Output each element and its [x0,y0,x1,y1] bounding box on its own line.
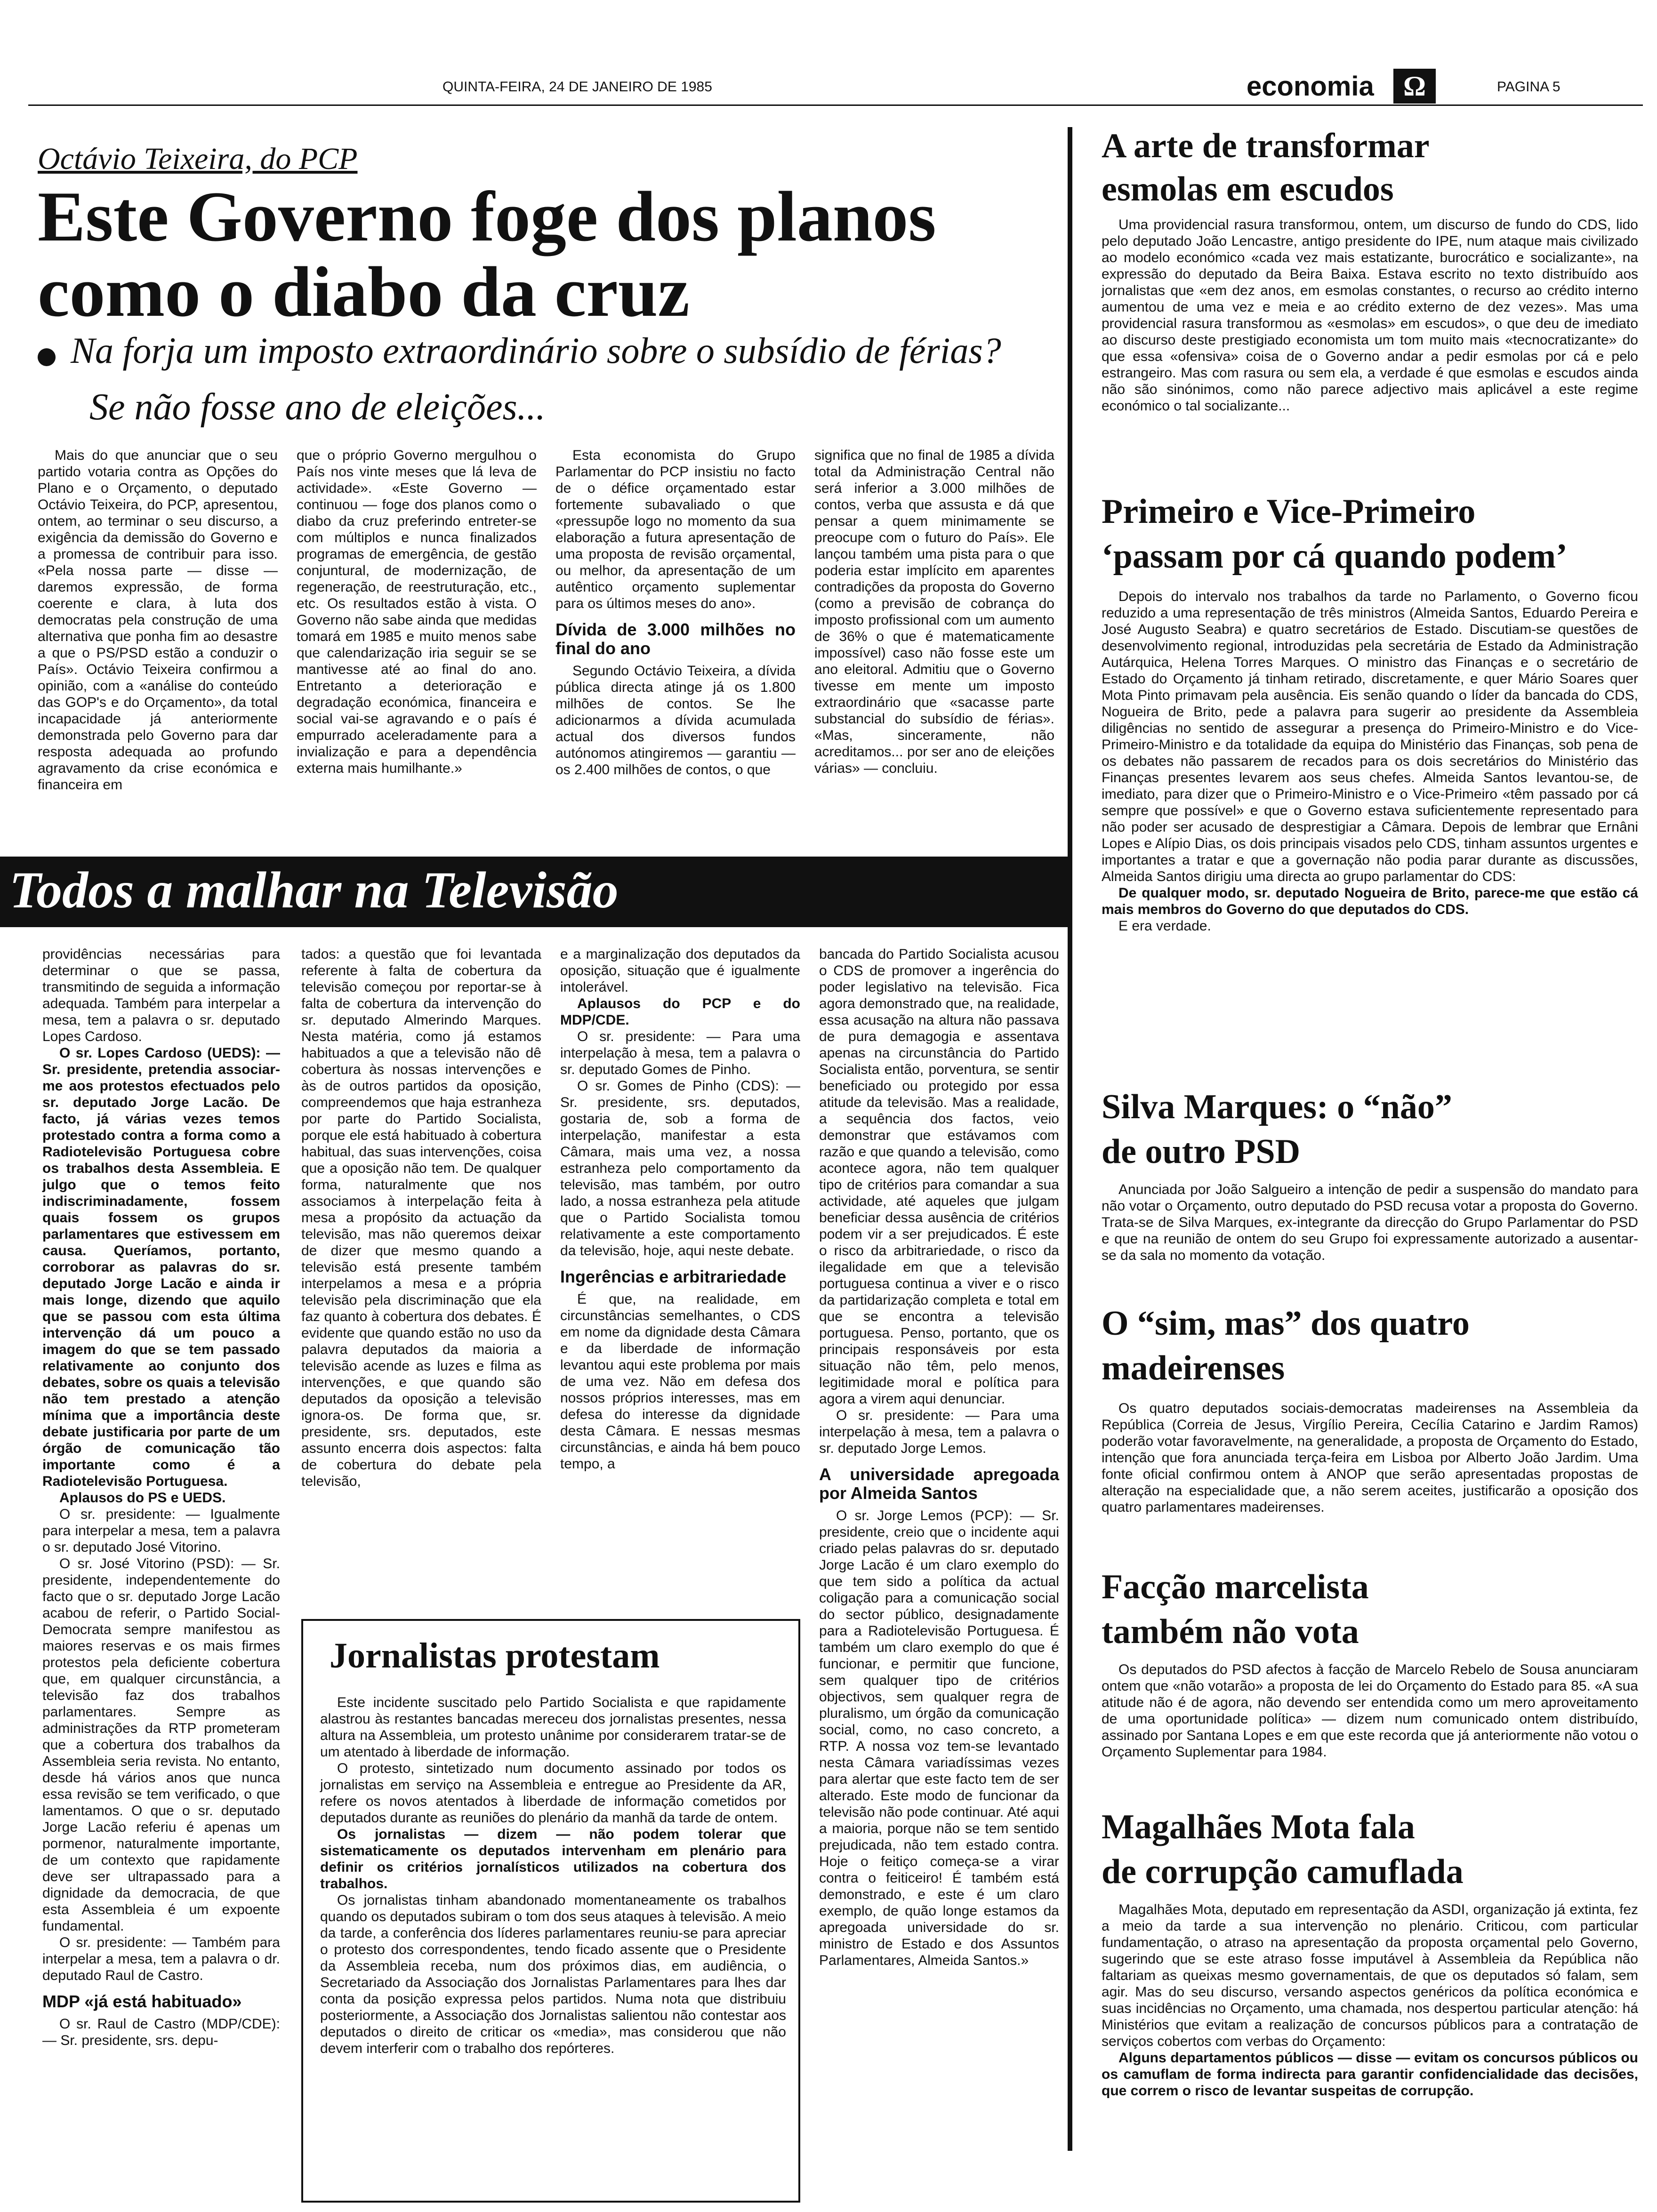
right-head-5a: Facção marcelista [1102,1568,1369,1606]
tv-subhead-universidade: A universidade apregoada por Almeida Santos [819,1465,1059,1503]
box-body: Este incidente suscitado pelo Partido Socialista e que rapidamente alastrou às restantes bancadas mereceu dos jornalistas presentes, nessa altura na Assembleia, um protesto unânime por considerarem tratar-se de um atentado à liberdade de informação. O protesto, sintetizado num documento assinado por todos os jornalistas em serviço na Assembleia e entregue ao Presidente da AR, refere os novos atentados à liberdade de informação cometidos por deputados durante as reuniões do plenário da manhã da tarde de ontem. Os jornalistas — dizem — não podem tolerar que sistematicamente os deputados intervenham em plenário para definir os critérios jornalísticos utilizados na cobertura dos trabalhos. Os jornalistas tinham abandonado momentaneamente os trabalhos quando os deputados subiram o tom dos seus ataques à televisão. A meio da tarde, a conferência dos líderes parlamentares reuniu-se para apreciar o protesto dos correspondentes, tendo ficado assente que o Presidente da Assembleia receba, num dos próximos dias, em audiência, o Secretariado da Associação dos Jornalistas Parlamentares para lhes dar conta da posição expressa pelos partidos. Numa nota que distribuiu posteriormente, a Associação dos Jornalistas salientou não contestar aos deputados o direito de criticar os «media», mas considerou que não devem interferir com o trabalho dos repórteres. [320,1695,786,2056]
right-body-6: Magalhães Mota, deputado em representação da ASDI, organização já extinta, fez a meio da tarde a sua intervenção no plenário. Criticou, com particular fundamentação, o atraso na apresentação da proposta orçamental pelo Governo, sugerindo que se este atraso fosse imputável à Assembleia da República não faltariam as queixas mesmo governamentais, de que os deputados só falam, sem agir. Mas do seu discurso, versando aspectos genéricos da política económica e suas incidências no Orçamento, uma chamada, nos despertou particular atenção: há Ministérios que evitam a realização de concursos públicos para a contratação de serviços cobertos com verbas do Orçamento: Alguns departamentos públicos — disse — evitam os concursos públicos ou os camuflam de forma indirecta para garantir confidencialidade das decisões, que correm o risco de levantar suspeitas de corrupção. [1102,1902,1638,2099]
tv-column-3: e a marginalização dos deputados da oposição, situação que é igualmente intolerável. Aplausos do PCP e do MDP/CDE. O sr. presidente: — Para uma interpelação à mesa, tem a palavra o sr. deputado Gomes de Pinho. O sr. Gomes de Pinho (CDS): — Sr. presidente, srs. deputados, gostaria de, sob a forma de interpelação, manifestar a esta Câmara, mais uma vez, a nossa estranheza pelo comportamento da televisão, mas também, por outro lado, a nossa estranheza pela atitude que o Partido Socialista tomou relativamente a este comportamento da televisão, hoje, aqui neste debate. Ingerências e arbitrariedade É que, na realidade, em circunstâncias semelhantes, o CDS em nome da dignidade desta Câmara e da liberdade de informação levantou aqui este problema por mais de uma vez. Não em defesa dos nossos próprios interesses, mas em defesa do interesse da dignidade desta Câmara. E nessas mesmas circunstâncias, e ainda há bem pouco tempo, a [560,946,800,1472]
tv-subhead-mdp: MDP «já está habituado» [42,1992,242,2011]
right-head-2a: Primeiro e Vice-Primeiro [1102,492,1476,531]
lead-column-4: significa que no final de 1985 a dívida total da Administração Central não será inferior a 3.000 milhões de contos, verba que assusta e dá que pensar a quem minimamente se preocupe com o futuro do País». Ele lançou também uma pista para o que poderia estar implícito em aparentes contradições da proposta do Governo (como a previsão de cobrança do imposto profissional com um aumento de 36% o que é matematicamente impossível) caso não fosse este um ano eleitoral. Admitiu que o Governo tivesse em mente um imposto extraordinário que «sacasse parte substancial do subsídio de férias». «Mas, sinceramente, não acreditamos... por ser ano de eleições várias» — concluiu. [814,448,1054,776]
right-body-3: Anunciada por João Salgueiro a intenção de pedir a suspensão do mandato para não votar o Orçamento, outro deputado do PSD recusa votar a proposta do Governo. Trata-se de Silva Marques, ex-integrante da direcção do Grupo Parlamentar do PSD e que na reunião de ontem do seu Grupo foi expressamente autorizado a ausentar-se da sala no momento da votação. [1102,1182,1638,1263]
lead-kicker: Octávio Teixeira, do PCP [38,142,358,176]
section-title: economia [1247,71,1374,102]
masthead-date: QUINTA-FEIRA, 24 DE JANEIRO DE 1985 [442,79,712,95]
column-divider [1068,127,1072,2151]
tv-subhead-ingerencias: Ingerências e arbitrariedade [560,1267,787,1286]
right-head-6a: Magalhães Mota fala [1102,1808,1415,1846]
lead-subhead-debt: Dívida de 3.000 milhões no final do ano [555,620,796,658]
page-number: PAGINA 5 [1497,79,1560,95]
right-head-2b: ‘passam por cá quando podem’ [1102,537,1568,576]
lead-subheadline-2: Se não fosse ano de eleições... [89,386,546,428]
lead-column-1: Mais do que anunciar que o seu partido votaria contra as Opções do Plano e o Orçamento, o deputado Octávio Teixeira, do PCP, apresentou, ontem, ao terminar o seu discurso, a exigência da demissão do Governo e a promessa de contribuir para isso. «Pela nossa parte — disse — daremos expressão, de forma coerente e clara, à luta dos democratas pela construção de uma alternativa que ponha fim ao desastre a que o PS/PSD estão a conduzir o País». Octávio Teixeira confirmou a opinião, com a «análise do conteúdo das GOP's e do Orçamento», da total incapacidade já anteriormente demonstrada pelo Governo para dar resposta adequada ao profundo agravamento da crise económica e financeira em [38,448,278,793]
lead-headline-2: como o diabo da cruz [38,252,690,331]
right-body-5: Os deputados do PSD afectos à facção de Marcelo Rebelo de Sousa anunciaram ontem que «não votarão» a proposta de lei do Orçamento do Estado para 85. «A sua atitude não é de agora, não devendo ser entendida como um mero aproveitamento de uma oportunidade política» — dizem num comunicado ontem distribuído, assinado por Santana Lopes e em que este recorda que já anteriormente não votou o Orçamento Suplementar para 1984. [1102,1662,1638,1760]
right-head-5b: também não vota [1102,1612,1359,1651]
masthead-rule [28,104,1643,106]
lead-column-3: Esta economista do Grupo Parlamentar do PCP insistiu no facto de o défice orçamentado estar fortemente subavaliado o que «pressupõe logo no momento da sua elaboração a futura apresentação de uma proposta de revisão orçamental, ou melhor, da apresentação de um autêntico orçamento suplementar para os últimos meses do ano». Dívida de 3.000 milhões no final do ano Segundo Octávio Teixeira, a dívida pública directa atinge já os 1.800 milhões de contos. Se lhe adicionarmos a dívida acumulada actual dos diversos fundos autónomos atingiremos — garantiu — os 2.400 milhões de contos, o que [555,448,796,777]
right-head-3a: Silva Marques: o “não” [1102,1088,1452,1126]
right-body-1: Uma providencial rasura transformou, ontem, um discurso de fundo do CDS, lido pelo deputado João Lencastre, antigo presidente do IPE, num ataque mais civilizado ao modelo económico «cada vez mais estatizante, burocrático e socializante», na expressão do deputado da Beira Baixa. Estava escrito no texto distribuído aos jornalistas que «em dez anos, em esmolas constantes, o recurso ao crédito interno aumentou de uma vez e meia e ao crédito externo de dez vezes». Mas uma providencial rasura transformou as «esmolas» em escudos», o que deu de imediato ao discurso deste prestigiado economista um tom muito mais «tecnocratizante» do que essa «ofensiva» coisa de o Governo andar a pedir esmolas por cá e pelo estrangeiro. Mas com rasura ou sem ela, a verdade é que esmolas e escudos ainda não são sinónimos, como não parece adjectivo mais aplicável a este regime económico o tal socializante... [1102,217,1638,414]
right-head-6b: de corrupção camuflada [1102,1852,1464,1891]
right-head-3b: de outro PSD [1102,1132,1301,1171]
newspaper-logo-icon: Ω [1393,69,1436,104]
bullet-icon [38,348,56,366]
tv-banner-title: Todos a malhar na Televisão [9,861,619,919]
right-head-4b: madeirenses [1102,1349,1285,1387]
box-title: Jornalistas protestam [330,1636,660,1675]
right-head-1a: A arte de transformar [1102,127,1430,165]
lead-column-2: que o próprio Governo mergulhou o País nos vinte meses que lá leva de actividade». «Este Governo — continuou — foge dos planos como o diabo da cruz preferindo entreter-se com múltiplos e nunca finalizados programas de emergência, de gestão conjuntural, de modernização, de regeneração, de reestruturação, etc., etc. Os resultados estão à vista. O Governo não sabe ainda que medidas tomará em 1985 e muito menos sabe que calendarização iria seguir se se mantivesse até ao final do ano. Entretanto a deterioração e degradação económica, financeira e social vai-se agravando e o país é empurrado aceleradamente para a invialização e para a dependência externa mais humilhante.» [297,448,537,776]
tv-column-1: providências necessárias para determinar o que se passa, transmitindo de seguida a informação adequada. Também para interpelar a mesa, tem a palavra o sr. deputado Lopes Cardoso. O sr. Lopes Cardoso (UEDS): — Sr. presidente, pretendia associar-me aos protestos efectuados pelo sr. deputado Jorge Lacão. De facto, já várias vezes temos protestado contra a forma como a Radiotelevisão Portuguesa cobre os trabalhos desta Assembleia. E julgo que o temos feito indiscriminadamente, fossem quais fossem os grupos parlamentares que estivessem em causa. Queríamos, portanto, corroborar as palavras do sr. deputado Jorge Lacão e ainda ir mais longe, dizendo que aquilo que se passou com esta última intervenção dá um pouco a imagem do que se tem passado relativamente ao conjunto dos debates, sobre os quais a televisão não tem prestado a atenção mínima que a importância deste debate justificaria por parte de um órgão de comunicação tão importante como é a Radiotelevisão Portuguesa. Aplausos do PS e UEDS. O sr. presidente: — Igualmente para interpelar a mesa, tem a palavra o sr. deputado José Vitorino. O sr. José Vitorino (PSD): — Sr. presidente, independentemente do facto que o sr. deputado Jorge Lacão acabou de referir, o Partido Social-Democrata sempre manifestou as maiores reservas e os mais firmes protestos pela deficiente cobertura que, em qualquer circunstância, a televisão faz dos trabalhos parlamentares. Sempre as administrações da RTP prometeram que a cobertura dos trabalhos da Assembleia seria revista. No entanto, desde há vários anos que nunca essa revisão se tem verificado, o que lamentamos. O que o sr. deputado Jorge Lacão referiu é apenas um pormenor, naturalmente importante, de um contexto que rapidamente deve ser ultrapassado para a dignidade da democracia, de que esta Assembleia é um expoente fundamental. O sr. presidente: — Também para interpelar a mesa, tem a palavra o dr. deputado Raul de Castro. MDP «já está habituado» O sr. Raul de Castro (MDP/CDE): — Sr. presidente, srs. depu- [42,946,280,2048]
right-head-4a: O “sim, mas” dos quatro [1102,1304,1470,1343]
right-body-4: Os quatro deputados sociais-democratas madeirenses na Assembleia da República (Correia de Jesus, Virgílio Pereira, Cecília Catarino e Jardim Ramos) poderão votar favoravelmente, na generalidade, a proposta de Orçamento do Estado, intenção que fora anunciada terça-feira em Lisboa por Alberto João Jardim. Uma fonte oficial confirmou ontem à ANOP que serão apresentadas propostas de alteração na especialidade que, a não serem aceites, justificarão a oposição dos quatro parlamentares madeirenses. [1102,1401,1638,1515]
right-body-2: Depois do intervalo nos trabalhos da tarde no Parlamento, o Governo ficou reduzido a uma representação de três ministros (Almeida Santos, Eduardo Pereira e José Augusto Seabra) e quatro secretários de Estado. Discutiam-se questões de desenvolvimento regional, introduzidas pela secretária de Estado da Administração Autárquica, Helena Torres Marques. O ministro das Finanças e o secretário de Estado do Orçamento já tinham retirado, discretamente, e quer Mário Soares quer Mota Pinto primavam pela ausência. Eis senão quando o líder da bancada do CDS, Nogueira de Brito, pede a palavra para sugerir ao presidente da Assembleia diligências no sentido de assegurar a presença do Primeiro-Ministro e do Vice-Primeiro-Ministro e da totalidade da equipa do Ministério das Finanças, sob pena de os debates não passarem de recados para os dois secretários do Ministério das Finanças presentes levarem aos seus chefes. Almeida Santos levantou-se, de imediato, para dizer que o Primeiro-Ministro e o Vice-Primeiro «têm passado por cá sempre que possível» e que o Governo estava suficientemente representado para não poder ser acusado de desprestigiar a Câmara. Depois de lembrar que Ernâni Lopes e Alípio Dias, os dois principais visados pelo CDS, tinham assuntos urgentes e importantes a tratar e que a governação não podia parar durante as discussões, Almeida Santos dirigiu uma directa ao grupo parlamentar do CDS: De qualquer modo, sr. deputado Nogueira de Brito, parece-me que estão cá mais membros do Governo do que deputados do CDS. E era verdade. [1102,589,1638,934]
tv-column-4: bancada do Partido Socialista acusou o CDS de promover a ingerência do poder legislativo na televisão. Fica agora demonstrado que, na realidade, essa acusação na altura não passava de pura demagogia e assentava apenas na circunstância do Partido Socialista então, porventura, se sentir beneficiado ou protegido por essa atitude da televisão. Mas a realidade, a sequência dos factos, veio demonstrar que estávamos com razão e que quando a televisão, como acontece agora, não tem qualquer tipo de critérios para comandar a sua actividade, até aqueles que julgam beneficiar dessa ausência de critérios podem vir a ser prejudicados. É este o risco da arbitrariedade, o risco da ilegalidade em que a televisão portuguesa continua a viver e o risco da partidarização completa e total em que se encontra a televisão portuguesa. Penso, portanto, que os principais responsáveis por esta situação não têm, pelo menos, legitimidade moral e política para agora a virem aqui denunciar. O sr. presidente: — Para uma interpelação à mesa, tem a palavra o sr. deputado Jorge Lemos. A universidade apregoada por Almeida Santos O sr. Jorge Lemos (PCP): — Sr. presidente, creio que o incidente aqui criado pelas palavras do sr. deputado Jorge Lacão é um claro exemplo do que tem sido a política da actual coligação para a comunicação social do sector público, designadamente para a Radiotelevisão Portuguesa. É também um claro exemplo do que é funcionar, e permitir que funcione, sem qualquer tipo de critérios objectivos, sem qualquer regra de pluralismo, um órgão da comunicação social, como, no caso concreto, a RTP. A nossa voz tem-se levantado nesta Câmara variadíssimas vezes para alertar que este facto tem de ser alterado. Este modo de funcionar da televisão não pode continuar. Até aqui a maioria, porque não se tem sentido prejudicada, não tem estado contra. Hoje o feitiço começa-se a virar contra o feiticeiro! É também está demonstrado, e este é um claro exemplo, de quão longe estamos da apregoada universidade do sr. ministro de Estado e dos Assuntos Parlamentares, Almeida Santos.» [819,946,1059,1968]
lead-headline-1: Este Governo foge dos planos [38,177,936,256]
lead-subheadline: Na forja um imposto extraordinário sobre o subsídio de férias? [71,330,1001,371]
tv-column-2: tados: a questão que foi levantada referente à falta de cobertura da televisão começou por reportar-se à falta de cobertura da intervenção do sr. deputado Almerindo Marques. Nesta matéria, como já estamos habituados a que a televisão não dê cobertura às nossas intervenções e às de outros partidos da oposição, compreendemos que haja estranheza por parte do Partido Socialista, porque ele está habituado à cobertura habitual, das suas intervenções, coisa que a oposição não tem. De qualquer forma, naturalmente que nos associamos à interpelação feita à mesa a propósito da actuação da televisão, mas não queremos deixar de dizer que mesmo quando a televisão está presente também interpelamos a mesa e a própria televisão pela discriminação que ela faz quanto à cobertura dos debates. É evidente que quando estão no uso da palavra deputados da maioria a televisão acende as luzes e filma as intervenções, e que quando são deputados da oposição a televisão ignora-os. De forma que, sr. presidente, srs. deputados, este assunto encerra dois aspectos: falta de cobertura do debate pela televisão, [301,946,541,1489]
right-head-1b: esmolas em escudos [1102,170,1394,208]
